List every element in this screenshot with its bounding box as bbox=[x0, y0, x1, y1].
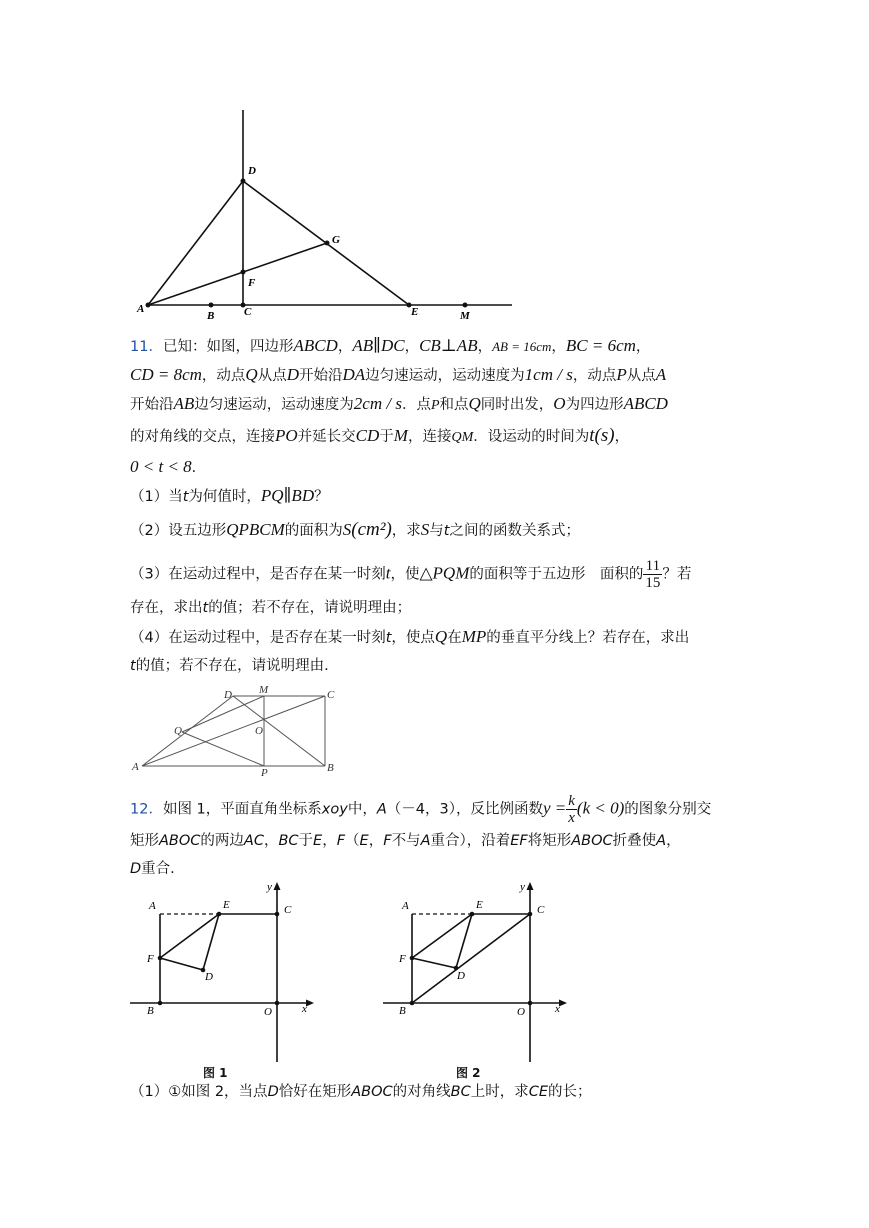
fig2-label-o: O bbox=[517, 1006, 525, 1018]
q11-label-m: M bbox=[259, 685, 269, 696]
q11-label-q: Q bbox=[174, 725, 182, 737]
q11-line-4: 的对角线的交点，连接PO并延长交CD于M，连接QM．设运动的时间为t(s)， bbox=[130, 425, 630, 446]
fig1-label-o: O bbox=[264, 1006, 272, 1018]
q11-part-2: （2）设五边形QPBCM的面积为S(cm²)，求S与t之间的函数关系式； bbox=[130, 519, 580, 540]
fig2-label-c: C bbox=[537, 904, 545, 916]
label-e: E bbox=[411, 306, 419, 318]
fig2-label-a: A bbox=[402, 900, 409, 912]
figure-2-caption: 图 2 bbox=[456, 1066, 481, 1080]
q11-part-3: （3）在运动过程中，是否存在某一时刻t，使△PQM的面积等于五边形 面积的 $\frac{11}{15}$ ？若 bbox=[130, 558, 692, 591]
q11-label-a: A bbox=[132, 761, 139, 773]
fig1-label-c: C bbox=[284, 904, 292, 916]
figure-trapezoid-abcd bbox=[130, 685, 345, 780]
label-a: A bbox=[137, 303, 145, 315]
fig1-label-d: D bbox=[205, 971, 213, 983]
label-f: F bbox=[248, 277, 256, 289]
q12-number: 12． bbox=[130, 801, 163, 818]
label-c: C bbox=[244, 306, 252, 318]
fig2-label-e: E bbox=[476, 899, 483, 911]
q11-part-3-cont: 存在，求出t的值；若不存在，请说明理由； bbox=[130, 600, 412, 616]
q11-part-4-cont: t的值；若不存在，请说明理由. bbox=[130, 658, 329, 674]
q11-label-d: D bbox=[224, 689, 232, 701]
label-g: G bbox=[332, 234, 340, 246]
fig2-label-b: B bbox=[399, 1005, 406, 1017]
fraction-11-15: $\frac{11}{15}$ bbox=[645, 558, 661, 591]
fig2-label-x: x bbox=[555, 1003, 560, 1015]
figure-1-rectangle-fold bbox=[130, 880, 315, 1065]
q11-label-o: O bbox=[255, 725, 263, 737]
q11-label-c: C bbox=[327, 689, 335, 701]
q11-label-p: P bbox=[261, 767, 268, 779]
q12-line-3: D重合. bbox=[130, 861, 175, 877]
label-d: D bbox=[248, 165, 256, 177]
q11-part-1: （1）当t为何值时，PQ∥BD？ bbox=[130, 486, 329, 505]
fig1-label-a: A bbox=[149, 900, 156, 912]
q12-line-1: 12．如图 1，平面直角坐标系xoy中，A（－4，3），反比例函数y = $\frac{k}{x}$ (k < 0)的图象分别交 bbox=[130, 793, 712, 826]
fig1-label-e: E bbox=[223, 899, 230, 911]
fig1-label-y: y bbox=[267, 881, 272, 893]
label-m: M bbox=[460, 310, 470, 322]
fig2-label-f: F bbox=[399, 953, 406, 965]
figure-2-rectangle-fold-diagonal bbox=[383, 880, 568, 1065]
fig1-label-b: B bbox=[147, 1005, 154, 1017]
q12-subquestion-1: （1）①如图 2，当点D恰好在矩形ABOC的对角线BC上时，求CE的长； bbox=[130, 1084, 592, 1100]
figure-triangle-adf bbox=[130, 105, 530, 330]
q11-line-2: CD = 8cm，动点Q从点D开始沿DA边匀速运动，运动速度为1cm / s，动点P从点A bbox=[130, 365, 667, 384]
q11-label-b: B bbox=[327, 762, 334, 774]
q11-number: 11． bbox=[130, 339, 163, 355]
q11-line-1: 11．已知：如图，四边形ABCD，AB∥DC，CB⊥AB，AB = 16cm，BC = 6cm， bbox=[130, 336, 651, 355]
q12-line-2: 矩形ABOC的两边AC，BC于E，F（E，F不与A重合），沿着EF将矩形ABOC折叠使A， bbox=[130, 833, 681, 849]
fig1-label-f: F bbox=[147, 953, 154, 965]
q11-line-5: 0 < t < 8． bbox=[130, 457, 207, 476]
q11-part-4: （4）在运动过程中，是否存在某一时刻t，使点Q在MP的垂直平分线上？若存在，求出 bbox=[130, 627, 690, 646]
label-b: B bbox=[207, 310, 215, 322]
fraction-k-x: $\frac{k}{x}$ bbox=[568, 793, 575, 826]
figure-1-caption: 图 1 bbox=[203, 1066, 228, 1080]
fig1-label-x: x bbox=[302, 1003, 307, 1015]
fig2-label-d: D bbox=[457, 970, 465, 982]
fig2-label-y: y bbox=[520, 881, 525, 893]
q11-line-3: 开始沿AB边匀速运动，运动速度为2cm / s．点P和点Q同时出发，O为四边形ABCD bbox=[130, 394, 668, 413]
